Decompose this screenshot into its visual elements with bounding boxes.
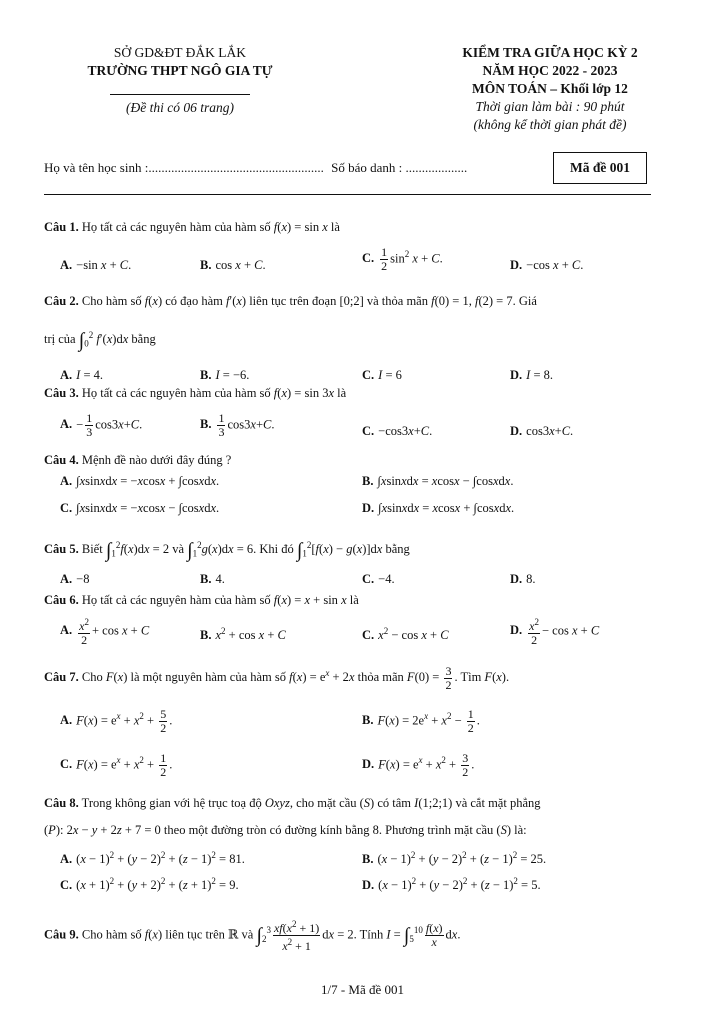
school-header	[60, 44, 300, 117]
question-7: Câu 7. Cho F(x) là một nguyên hàm của hàm số $f(x) = e^x + 2x$ thỏa mãn F(0) = $\frac{3}{2}$ . Tìm F(x).	[44, 663, 510, 692]
q8-option-d[interactable]: D. $(x - 1)^2 + (y - 2)^2 + (z - 1)^2 = 5$.	[362, 876, 541, 893]
exam-code-box: Mã đề 001	[553, 152, 647, 184]
school-year: NĂM HỌC 2022 - 2023	[482, 63, 618, 78]
question-9: Câu 9. Cho hàm số f(x) liên tục trên ℝ và $\int_2^3$ $\frac{xf(x^2 + 1)}{x^2 + 1}$ dx = 2. Tính $I = \int_5^{10}$ $\frac{f(x)}{x}$ dx.	[44, 919, 461, 953]
duration-note: (không kể thời gian phát đề)	[473, 117, 627, 132]
question-label: Câu 1.	[44, 220, 79, 234]
page-count-note: (Đề thi có 06 trang)	[126, 100, 234, 115]
q6-option-a[interactable]: A. $\frac{x^2}{2}$ + cos x + C	[60, 617, 150, 647]
q7-option-c[interactable]: C. $F(x) = e^x + x^2$ + $\frac{1}{2}$ .	[60, 751, 173, 779]
q3-option-c[interactable]: C. −cos3x+C.	[362, 424, 433, 438]
q8-option-c[interactable]: C. $(x + 1)^2 + (y + 2)^2 + (z + 1)^2 = 9$.	[60, 876, 239, 893]
question-5: Câu 5. Biết $\int_1^2f(x)dx = 2$ và $\int_1^2g(x)dx = 6$. Khi đó $\int_1^2[f(x) - g(x)]dx$ bằng	[44, 539, 410, 562]
question-label: Câu 7.	[44, 670, 79, 685]
q1-option-a[interactable]: A. −sin x + C.	[60, 258, 132, 272]
question-2: Câu 2. Cho hàm số f(x) có đạo hàm f′(x) liên tục trên đoạn [0;2] và thỏa mãn f(0) = 1, f(2) = 7. Giá	[44, 294, 537, 308]
q3-option-b[interactable]: B. $\frac{1}{3}$ cos3x+C.	[200, 411, 275, 439]
q2-option-c[interactable]: C. I = 6	[362, 368, 402, 382]
q2-option-b[interactable]: B. I = −6.	[200, 368, 250, 382]
question-label: Câu 6.	[44, 593, 79, 607]
q2-option-a[interactable]: A. I = 4.	[60, 368, 104, 382]
q8-option-b[interactable]: B. $(x - 1)^2 + (y - 2)^2 + (z - 1)^2 = 25$.	[362, 850, 547, 867]
question-label: Câu 2.	[44, 294, 79, 308]
q3-option-d[interactable]: D. cos3x+C.	[510, 424, 574, 438]
question-4	[44, 451, 685, 469]
q7-option-b[interactable]: B. $F(x) = 2e^x + x^2$ − $\frac{1}{2}$ .	[362, 707, 480, 735]
q5-option-b[interactable]: B. 4.	[200, 572, 225, 586]
question-label: Câu 3.	[44, 386, 79, 400]
exam-header	[420, 44, 680, 134]
header-rule	[44, 194, 651, 195]
q5-option-d[interactable]: D. 8.	[510, 572, 536, 586]
q7-option-d[interactable]: D. $F(x) = e^x + x^2$ + $\frac{3}{2}$ .	[362, 751, 475, 779]
q4-option-a[interactable]: A. ∫xsinxdx = −xcosx + ∫cosxdx.	[60, 474, 220, 488]
question-6: Câu 6. Họ tất cả các nguyên hàm của hàm số f(x) = x + sin x là	[44, 593, 359, 607]
subject: MÔN TOÁN – Khối lớp 12	[472, 81, 628, 96]
q8-option-a[interactable]: A. $(x - 1)^2 + (y - 2)^2 + (z - 1)^2 = 81$.	[60, 850, 245, 867]
q2-option-d[interactable]: D. I = 8.	[510, 368, 554, 382]
q1-option-c[interactable]: C. $\frac{1}{2}$ $\sin^2 x + C$.	[362, 245, 443, 273]
q4-option-b[interactable]: B. ∫xsinxdx = xcosx − ∫cosxdx.	[362, 474, 514, 488]
q1-option-d[interactable]: D. −cos x + C.	[510, 258, 584, 272]
question-label: Câu 8.	[44, 796, 79, 810]
question-8-line2: (P): 2x − y + 2z + 7 = 0 theo một đường tròn có đường kính bằng 8. Phương trình mặt cầu (S) là:	[44, 823, 527, 837]
question-8: Câu 8. Trong không gian với hệ trục toạ độ Oxyz, cho mặt cầu (S) có tâm I(1;2;1) và cắt mặt phẳng	[44, 796, 541, 810]
q5-option-c[interactable]: C. −4.	[362, 572, 395, 586]
header-divider	[110, 94, 250, 95]
q6-option-b[interactable]: B. $x^2 + \cos x + C$	[200, 626, 286, 643]
q6-option-c[interactable]: C. $x^2 - \cos x + C$	[362, 626, 449, 643]
question-label: Câu 4.	[44, 453, 79, 467]
q1-option-b[interactable]: B. cos x + C.	[200, 258, 266, 272]
question-label: Câu 5.	[44, 542, 79, 557]
question-3: Câu 3. Họ tất cả các nguyên hàm của hàm số f(x) = sin 3x là	[44, 386, 347, 400]
student-name-field[interactable]: Họ và tên học sinh :......................................................	[44, 160, 324, 175]
duration: Thời gian làm bài : 90 phút	[475, 99, 625, 114]
student-info	[44, 160, 467, 176]
exam-title: KIỂM TRA GIỮA HỌC KỲ 2	[462, 45, 638, 60]
q4-option-c[interactable]: C. ∫xsinxdx = −xcosx − ∫cosxdx.	[60, 501, 220, 515]
school-name: TRƯỜNG THPT NGÔ GIA TỰ	[87, 63, 273, 78]
department-name: SỞ GD&ĐT ĐẮK LẮK	[113, 45, 247, 60]
question-2-line2: trị của $\int_0^2$ f′(x)dx bằng	[44, 329, 156, 352]
page-footer: 1/7 - Mã đề 001	[320, 982, 405, 997]
q6-option-d[interactable]: D. $\frac{x^2}{2}$ − cos x + C	[510, 617, 600, 647]
student-id-field[interactable]: Số báo danh : ...................	[331, 160, 468, 175]
q4-option-d[interactable]: D. ∫xsinxdx = xcosx + ∫cosxdx.	[362, 501, 515, 515]
q7-option-a[interactable]: A. $F(x) = e^x + x^2$ + $\frac{5}{2}$ .	[60, 707, 173, 735]
question-text: Mệnh đề nào dưới đây đúng ?	[81, 453, 232, 467]
q5-option-a[interactable]: A. −8	[60, 572, 90, 586]
question-label: Câu 9.	[44, 927, 79, 942]
question-1: Câu 1. Họ tất cả các nguyên hàm của hàm số f(x) = sin x là	[44, 220, 340, 234]
q3-option-a[interactable]: A. − $\frac{1}{3}$ cos3x+C.	[60, 411, 143, 439]
